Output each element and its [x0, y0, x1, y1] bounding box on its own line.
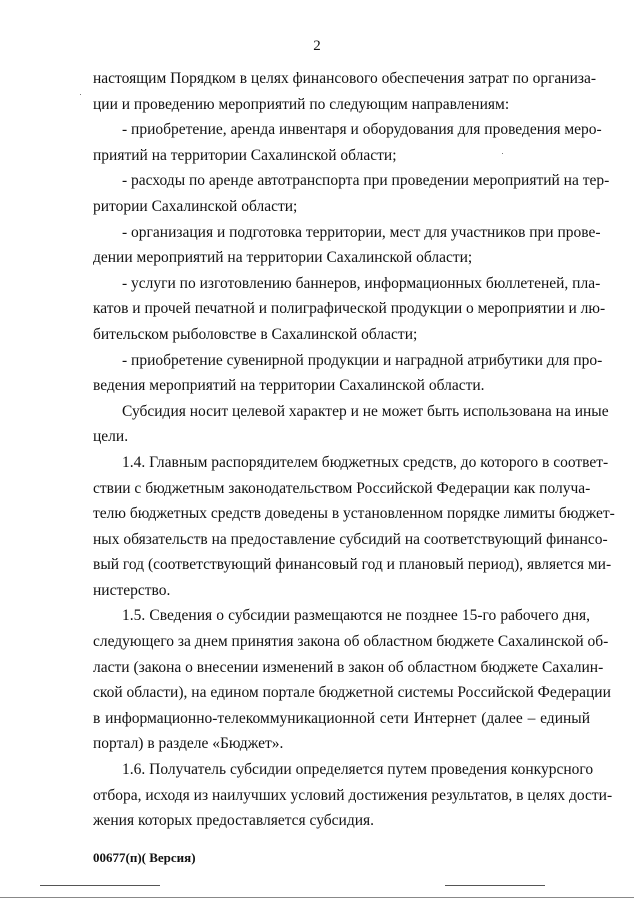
scan-artifact — [502, 153, 503, 154]
scan-artifact — [445, 885, 545, 886]
text-line: - приобретение, аренда инвентаря и оборудования для проведения меро- — [122, 121, 602, 139]
text-line: ствии с бюджетным законодательством Российской Федерации как получа- — [93, 479, 591, 497]
paragraph — [93, 399, 609, 450]
paragraph — [93, 271, 606, 348]
text-line: телю бюджетных средств доведены в установленном порядке лимиты бюджет- — [93, 505, 615, 523]
text-line: ласти (закона о внесении изменений в закон об областном бюджете Сахалин- — [93, 658, 604, 676]
document-body — [93, 66, 615, 834]
text-line: ритории Сахалинской области; — [93, 197, 298, 215]
text-line: жения которых предоставляется субсидия. — [93, 812, 375, 830]
paragraph — [93, 603, 611, 757]
scan-artifact — [80, 94, 81, 95]
paragraph — [93, 220, 601, 271]
text-line: бительском рыболовстве в Сахалинской области; — [93, 325, 418, 343]
text-line: - услуги по изготовлению баннеров, информационных бюллетеней, пла- — [122, 274, 601, 292]
text-line: приятий на территории Сахалинской области; — [93, 146, 397, 164]
text-line: ведения мероприятий на территории Сахалинской области. — [93, 377, 485, 395]
paragraph — [93, 117, 602, 168]
document-code: 00677(п)( Версия) — [93, 850, 196, 865]
text-line: вый год (соответствующий финансовый год и плановый период), является ми- — [93, 556, 612, 574]
text-line: ных обязательств на предоставление субсидий на соответствующий финансо- — [93, 530, 608, 548]
text-line: ской области), на едином портале бюджетной системы Российской Федерации — [93, 684, 611, 702]
text-line: 1.5. Сведения о субсидии размещаются не позднее 15-го рабочего дня, — [122, 607, 590, 625]
text-line: дении мероприятий на территории Сахалинской области; — [93, 249, 473, 267]
text-line: цели. — [93, 428, 129, 446]
scan-artifact — [0, 897, 634, 898]
text-line: в информационно-телекоммуникационной сети Интернет (далее – единый — [93, 709, 590, 727]
text-line: 1.4. Главным распорядителем бюджетных средств, до которого в соответ- — [122, 453, 609, 471]
scan-artifact — [40, 885, 160, 886]
text-line: ции и проведению мероприятий по следующим направлениям: — [93, 95, 510, 113]
text-line: катов и прочей печатной и полиграфической продукции о мероприятии и лю- — [93, 300, 606, 318]
text-line: - организация и подготовка территории, мест для участников при прове- — [122, 223, 601, 241]
text-line: - приобретение сувенирной продукции и наградной атрибутики для про- — [122, 351, 603, 369]
text-line: отбора, исходя из наилучших условий достижения результатов, в целях дости- — [93, 786, 613, 804]
paragraph — [93, 450, 615, 604]
text-line: портал) в разделе «Бюджет». — [93, 735, 284, 753]
page-number: 2 — [313, 38, 321, 54]
text-line: Субсидия носит целевой характер и не может быть использована на иные — [122, 402, 609, 420]
text-line: 1.6. Получатель субсидии определяется путем проведения конкурсного — [122, 761, 594, 779]
paragraph — [93, 757, 613, 834]
text-line: следующего за днем принятия закона об областном бюджете Сахалинской об- — [93, 633, 609, 651]
text-line: - расходы по аренде автотранспорта при проведении мероприятий на тер- — [122, 172, 610, 190]
text-line: настоящим Порядком в целях финансового обеспечения затрат по организа- — [93, 70, 597, 87]
paragraph — [93, 168, 610, 219]
paragraph — [93, 66, 597, 117]
text-line: нистерство. — [93, 581, 171, 599]
paragraph — [93, 348, 603, 399]
